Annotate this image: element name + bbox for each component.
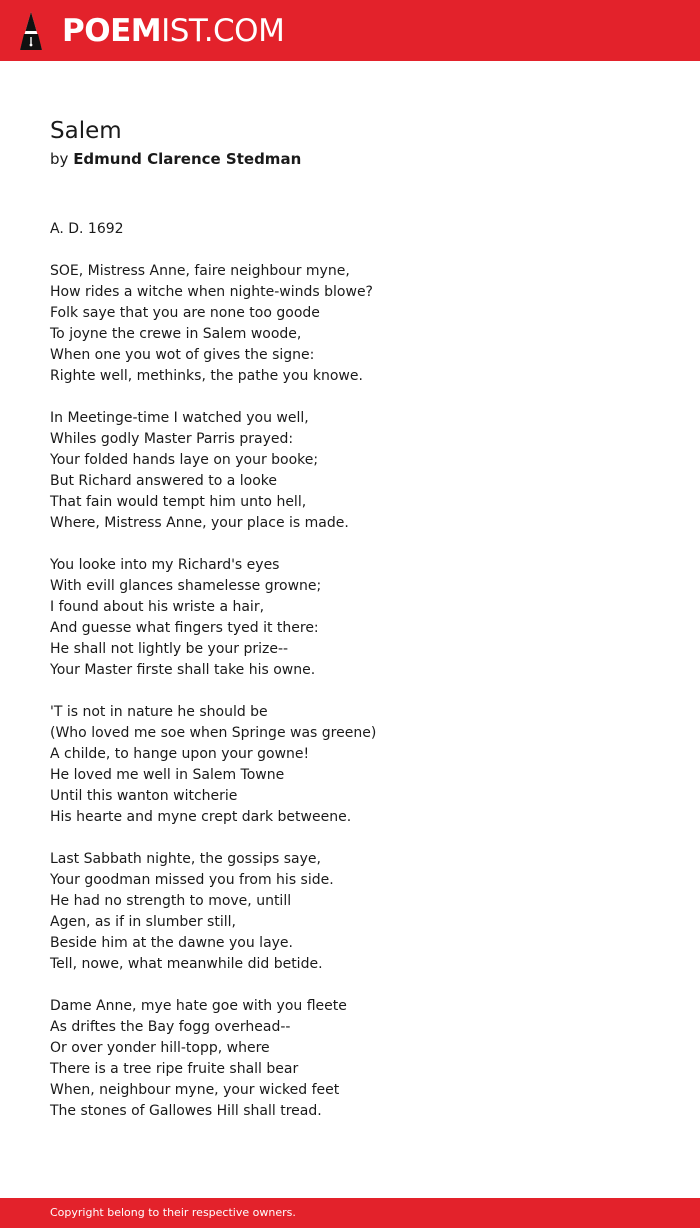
stanza-break (50, 975, 650, 996)
stanza-break (50, 828, 650, 849)
poem-line: SOE, Mistress Anne, faire neighbour myne, (50, 263, 350, 279)
author-name: Edmund Clarence Stedman (73, 150, 302, 168)
poem-line: A. D. 1692 (50, 221, 124, 237)
poem-line: Your goodman missed you from his side. (50, 872, 334, 888)
logo-bold-text: POEM (62, 13, 162, 49)
poem-line: I found about his wriste a hair, (50, 599, 265, 615)
poem-line: With evill glances shamelesse growne; (50, 578, 322, 594)
poem-line: When one you wot of gives the signe: (50, 347, 315, 363)
site-logo[interactable] (62, 10, 284, 52)
poem-line: But Richard answered to a looke (50, 473, 278, 489)
poem-line: The stones of Gallowes Hill shall tread. (50, 1103, 322, 1119)
poem-line: Where, Mistress Anne, your place is made. (50, 515, 349, 531)
poem-line: Beside him at the dawne you laye. (50, 935, 293, 951)
poem-line: Your folded hands laye on your booke; (50, 452, 319, 468)
site-footer (0, 1198, 700, 1228)
poem-line: (Who loved me soe when Springe was greene) (50, 725, 377, 741)
poem-line: There is a tree ripe fruite shall bear (50, 1061, 299, 1077)
poem-line: Tell, nowe, what meanwhile did betide. (50, 956, 323, 972)
poem-line: Dame Anne, mye hate goe with you fleete (50, 998, 347, 1014)
poem-line: He had no strength to move, untill (50, 893, 292, 909)
byline (50, 148, 301, 170)
stanza-break (50, 534, 650, 555)
poem-line: 'T is not in nature he should be (50, 704, 268, 720)
pen-nib-icon[interactable] (18, 10, 44, 52)
stanza-break (50, 681, 650, 702)
poem-line: Your Master firste shall take his owne. (50, 662, 316, 678)
poem-line: That fain would tempt him unto hell, (50, 494, 307, 510)
poem-line: Agen, as if in slumber still, (50, 914, 236, 930)
poem-line: And guesse what fingers tyed it there: (50, 620, 319, 636)
poem-line: Until this wanton witcherie (50, 788, 238, 804)
poem-title: Salem (50, 118, 122, 144)
poem-line: In Meetinge-time I watched you well, (50, 410, 309, 426)
poem-line: Righte well, methinks, the pathe you knowe. (50, 368, 363, 384)
poem-line: You looke into my Richard's eyes (50, 557, 280, 573)
poem-line: Last Sabbath nighte, the gossips saye, (50, 851, 321, 867)
poem-line: His hearte and myne crept dark betweene. (50, 809, 352, 825)
stanza-break (50, 240, 650, 261)
poem-line: As driftes the Bay fogg overhead-- (50, 1019, 291, 1035)
poem-line: When, neighbour myne, your wicked feet (50, 1082, 340, 1098)
poem-body (50, 219, 650, 1122)
poem-line: How rides a witche when nighte-winds blowe? (50, 284, 373, 300)
stanza-break (50, 387, 650, 408)
poem-line: He shall not lightly be your prize-- (50, 641, 289, 657)
poem-line: A childe, to hange upon your gowne! (50, 746, 310, 762)
poem-line: Whiles godly Master Parris prayed: (50, 431, 294, 447)
site-header (0, 0, 700, 61)
poem-line: Or over yonder hill-topp, where (50, 1040, 270, 1056)
poem-line: Folk saye that you are none too goode (50, 305, 320, 321)
copyright-text: Copyright belong to their respective owners. (50, 1206, 296, 1219)
by-label: by (50, 150, 69, 168)
poem-line: He loved me well in Salem Towne (50, 767, 285, 783)
poem-line: To joyne the crewe in Salem woode, (50, 326, 302, 342)
logo-light-text: IST.COM (161, 13, 285, 49)
